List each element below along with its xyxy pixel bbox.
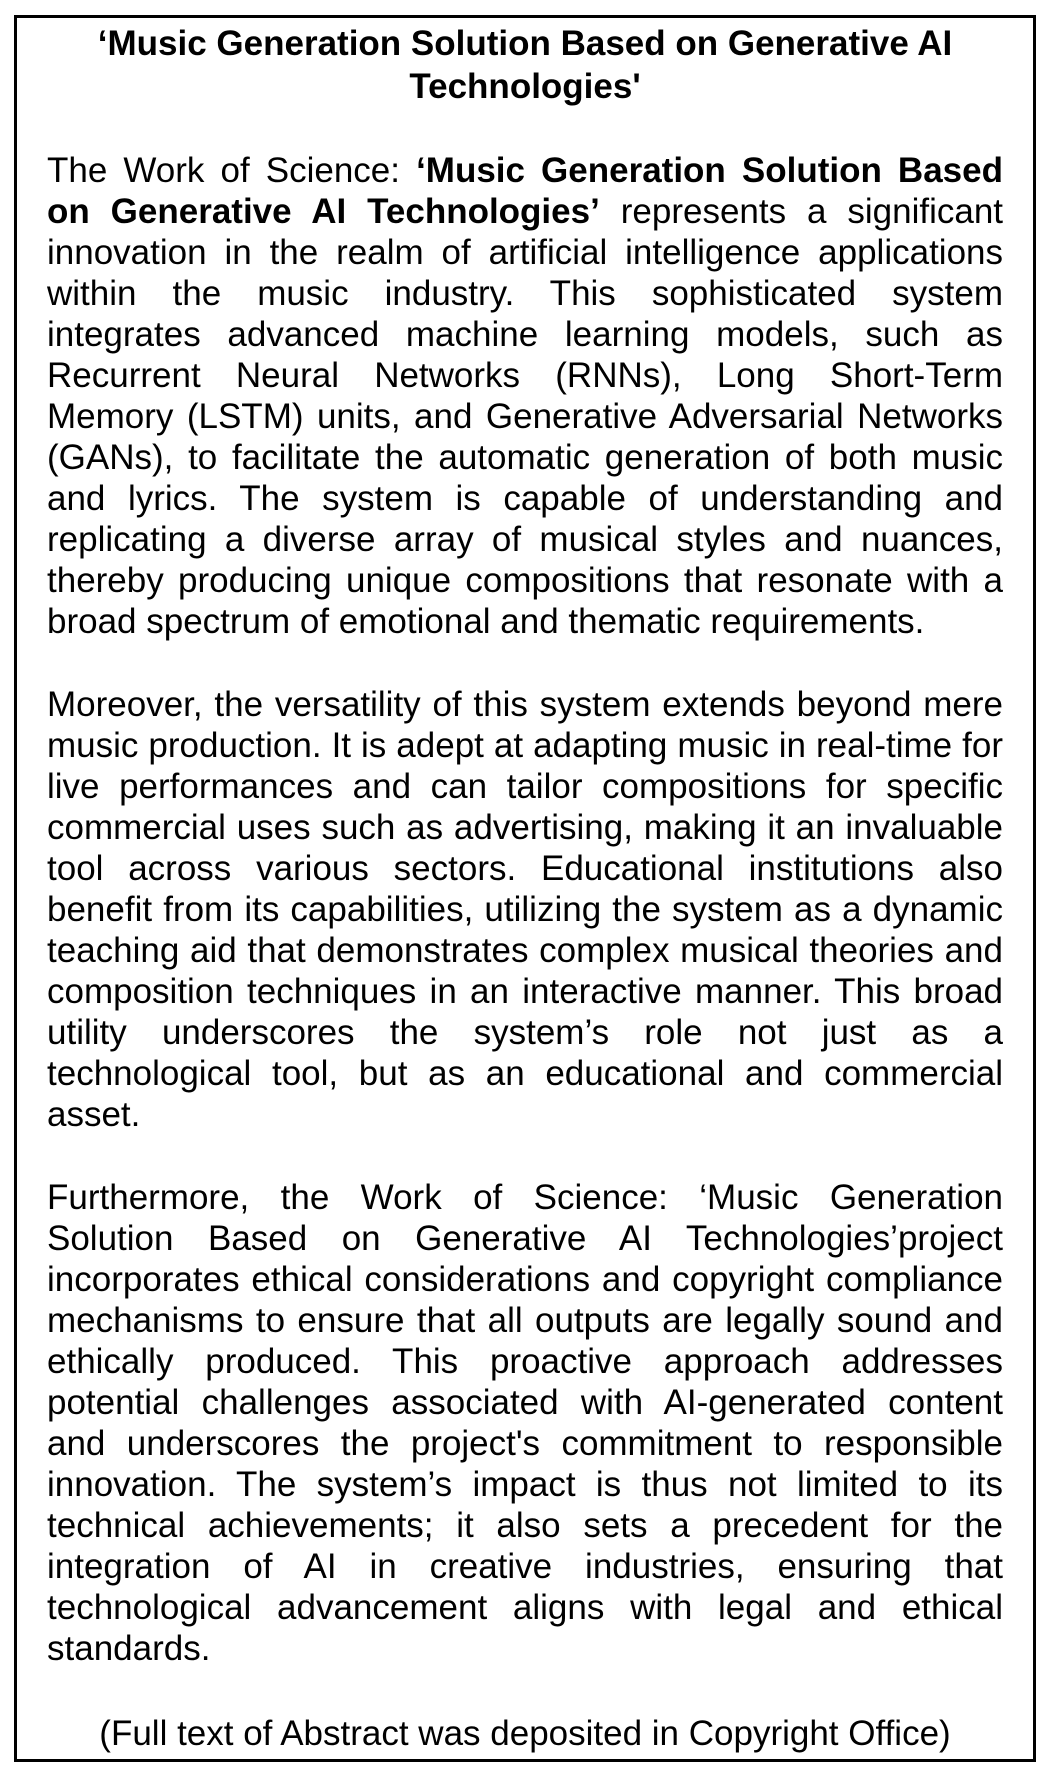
paragraph-1-body: represents a significant innovation in the realm of artificial intelligence applications within the music industry. This sophisticated system integrates advanced machine learning models, such as Recurrent Neural Networks (RNNs), Long Short-Term Memory (LSTM) units, and Generative Adversarial Networks (GANs), to facilitate the automatic generation of both music and lyrics. The system is capable of understanding and replicating a diverse array of musical styles and nuances, thereby producing unique compositions that resonate with a broad spectrum of emotional and thematic requirements.	[47, 192, 1004, 641]
document-title: ‘Music Generation Solution Based on Generative AI Technologies'	[97, 24, 953, 106]
document-page	[14, 15, 1036, 1762]
paragraph-abstract-2: Moreover, the versatility of this system extends beyond mere music production. It is adept at adapting music in real-time for live performances and can tailor compositions for specific commercial uses such as advertising, making it an invaluable tool across various sectors. Educational institutions also benefit from its capabilities, utilizing the system as a dynamic teaching aid that demonstrates complex musical theories and composition techniques in an interactive manner. This broad utility underscores the system’s role not just as a technological tool, but as an educational and commercial asset.	[47, 685, 1003, 1134]
paragraph-abstract-1	[47, 150, 1003, 642]
paragraph-1-prefix: The Work of Science:	[47, 151, 417, 190]
paragraph-abstract-3: Furthermore, the Work of Science: ‘Music Generation Solution Based on Generative AI Technologies’project incorporates ethical considerations and copyright compliance mechanisms to ensure that all outputs are legally sound and ethically produced. This proactive approach addresses potential challenges associated with AI-generated content and underscores the project's commitment to responsible innovation. The system’s impact is thus not limited to its technical achievements; it also sets a precedent for the integration of AI in creative industries, ensuring that technological advancement aligns with legal and ethical standards.	[47, 1178, 1003, 1668]
paragraph-1-work-title-bold: ‘Music Generation Solution Based on Generative AI Technologies’	[47, 151, 1003, 231]
copyright-deposit-note: (Full text of Abstract was deposited in Copyright Office)	[99, 1714, 951, 1753]
